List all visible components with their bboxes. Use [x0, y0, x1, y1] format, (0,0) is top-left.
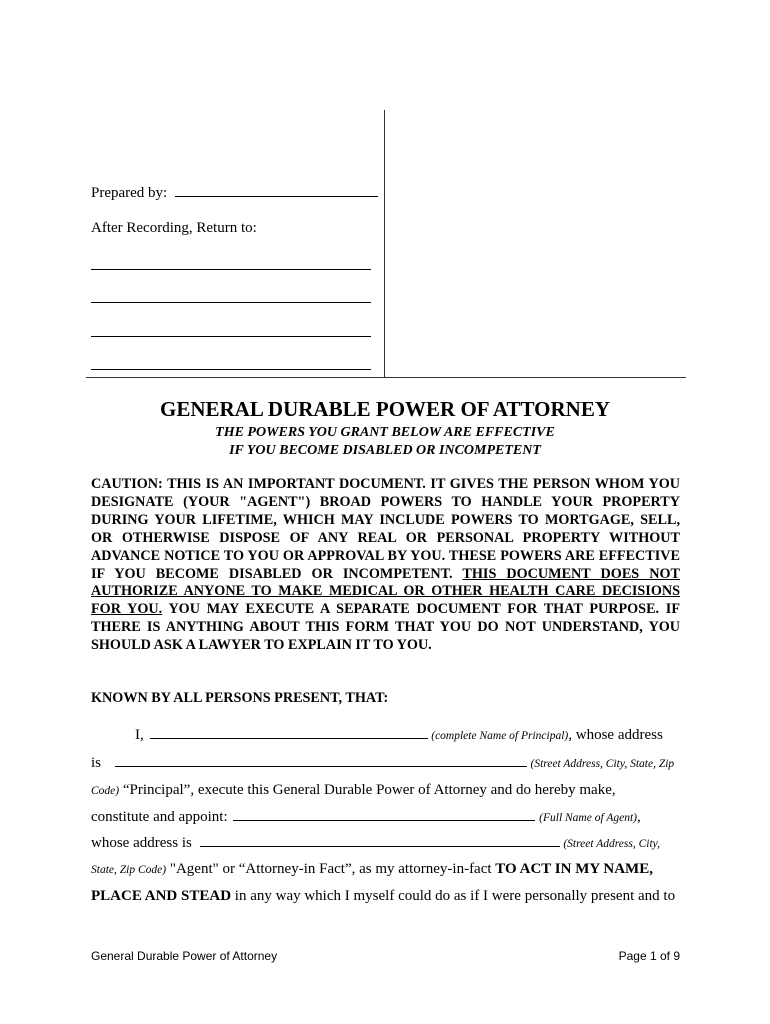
footer-document-name: General Durable Power of Attorney [91, 949, 278, 963]
code-hint: Code) [91, 785, 120, 797]
street-address-hint-2: (Street Address, City, [563, 838, 661, 850]
whose-address-is-label: whose address is [91, 835, 192, 851]
agent-name-row [91, 809, 680, 826]
caution-underlined-text: THIS DOCUMENT DOES NOT AUTHORIZE ANYONE TO MAKE MEDICAL OR OTHER HEALTH CARE DECISIONS FOR YOU. [91, 565, 680, 618]
principal-address-field[interactable] [115, 766, 527, 767]
prepared-by-label: Prepared by: [91, 185, 168, 201]
caution-text-1: CAUTION: THIS IS AN IMPORTANT DOCUMENT. IT GIVES THE PERSON WHOM YOU DESIGNATE (YOUR "AGENT") BROAD POWERS TO HANDLE YOUR PROPERTY DURING YOUR LIFETIME, WHICH MAY INCLUDE POWERS TO MORTGAGE, SELL, OR OTHERWISE DISPOSE OF ANY REAL OR PERSONAL PROPERTY WITHOUT ADVANCE NOTICE TO YOU OR APPROVAL BY YOU. THESE POWERS ARE EFFECTIVE IF YOU BECOME DISABLED OR INCOMPETENT. [91, 476, 680, 582]
principal-statement-text: “Principal”, execute this General Durable Power of Attorney and do hereby make, [119, 782, 616, 798]
place-stead-text: PLACE AND STEAD [91, 888, 232, 904]
agent-name-hint: (Full Name of Agent) [539, 812, 637, 824]
caution-paragraph [91, 476, 680, 655]
agent-name-comma: , [636, 809, 641, 825]
principal-name-hint: (complete Name of Principal) [431, 730, 569, 742]
agent-statement-row [91, 861, 680, 878]
return-address-line-1[interactable] [91, 269, 371, 270]
agent-address-row [91, 835, 680, 852]
principal-name-row [91, 727, 680, 744]
agent-address-field[interactable] [200, 846, 560, 847]
header-vertical-divider [384, 110, 385, 378]
subtitle-line-2: IF YOU BECOME DISABLED OR INCOMPETENT [229, 443, 541, 458]
header-horizontal-divider [86, 377, 686, 378]
agent-statement-text: "Agent" or “Attorney-in Fact”, as my attorney-in-fact [166, 861, 496, 877]
caution-text-2: YOU MAY EXECUTE A SEPARATE DOCUMENT FOR THAT PURPOSE. IF THERE IS ANYTHING ABOUT THIS FORM THAT YOU DO NOT UNDERSTAND, YOU SHOULD ASK A LAWYER TO EXPLAIN IT TO YOU. [91, 601, 680, 654]
i-label: I, [135, 727, 144, 743]
return-address-line-4[interactable] [91, 369, 371, 370]
footer-page-number: Page 1 of 9 [618, 949, 680, 963]
agent-name-field[interactable] [233, 820, 535, 821]
whose-address-text: , whose address [568, 727, 663, 743]
return-address-line-3[interactable] [91, 336, 371, 337]
return-to-label: After Recording, Return to: [91, 220, 257, 236]
prepared-by-field[interactable] [175, 196, 378, 197]
principal-address-row [91, 755, 680, 772]
constitute-label: constitute and appoint: [91, 809, 228, 825]
document-title: GENERAL DURABLE POWER OF ATTORNEY [159, 397, 610, 421]
known-by-all-heading: KNOWN BY ALL PERSONS PRESENT, THAT: [91, 690, 389, 706]
continuation-text: in any way which I myself could do as if I were personally present and to [231, 888, 676, 904]
principal-name-field[interactable] [150, 738, 428, 739]
principal-statement-row [91, 782, 680, 799]
subtitle-line-1: THE POWERS YOU GRANT BELOW ARE EFFECTIVE [215, 425, 555, 440]
to-act-text: TO ACT IN MY NAME, [495, 861, 653, 877]
return-address-line-2[interactable] [91, 302, 371, 303]
state-zip-hint: State, Zip Code) [91, 864, 167, 876]
prepared-by-row [91, 185, 378, 202]
place-stead-row [91, 888, 680, 905]
street-address-hint-1: (Street Address, City, State, Zip [530, 758, 675, 770]
is-label: is [91, 755, 102, 771]
